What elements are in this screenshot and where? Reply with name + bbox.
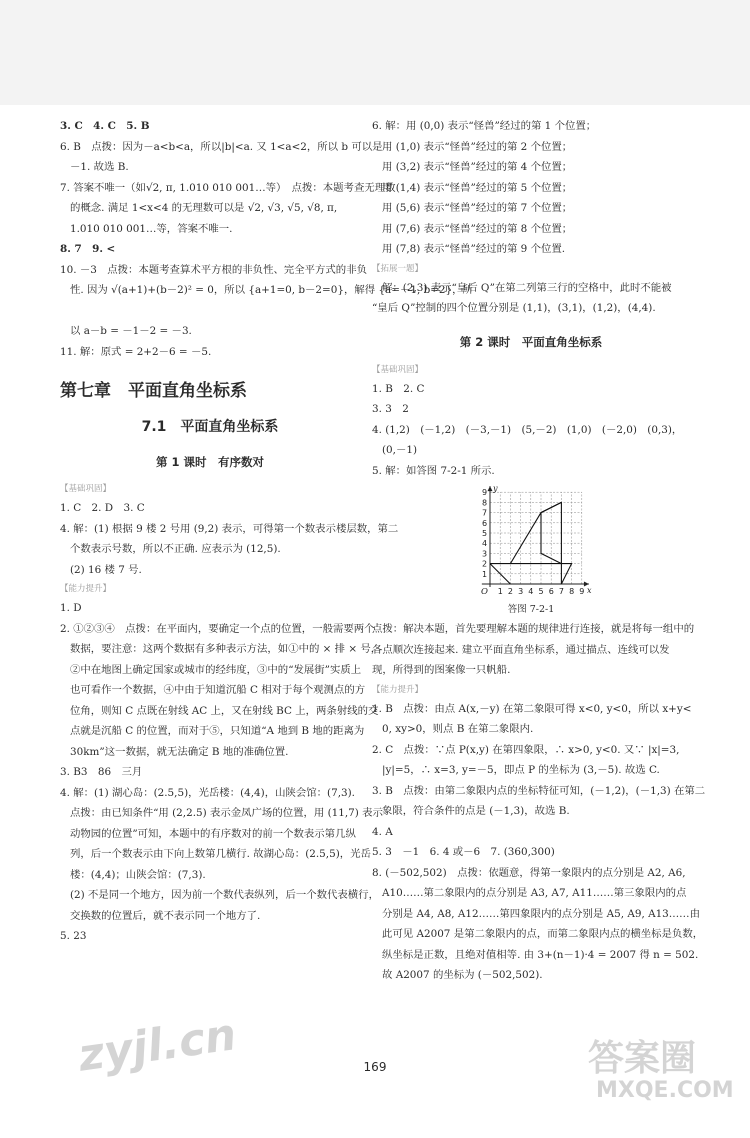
x-axis-label: x — [586, 586, 592, 595]
answer-line: 的概念. 满足 1<x<4 的无理数可以是 √2, √3, √5, √8, π, — [70, 202, 338, 214]
page-number: 169 — [363, 1060, 387, 1074]
y-tick-label: 1 — [482, 569, 488, 579]
y-tick-label: 8 — [482, 498, 488, 508]
answer-line: 用 (5,6) 表示“怪兽”经过的第 7 个位置； — [382, 202, 573, 214]
answer-line: 点就是沉船 C 的位置，而对于⑤，只知道“A 地到 B 地的距离为 — [70, 725, 365, 737]
y-tick-label: 6 — [482, 518, 488, 528]
answer-line: 点拨：解决本题，首先要理解本题的规律进行连接，就是将每一组中的 — [372, 623, 695, 635]
answer-line: 动物园的位置”可知，本题中的有序数对的前一个数表示第几纵 — [70, 827, 356, 840]
answer-line: 5. 3 －1 6. 4 或－6 7. (360,300) — [372, 846, 555, 858]
x-tick-label: 1 — [497, 587, 503, 596]
watermark-left: zyjl.cn — [75, 1009, 240, 1082]
answer-line: “皇后 Q”控制的四个位置分别是 (1,1)，(3,1)，(1,2)，(4,4). — [372, 302, 656, 314]
answer-line: A10……第二象限内的点分别是 A3, A7, A11……第三象限内的点 — [382, 887, 687, 899]
section-tag-ability-2: 【能力提升】 — [372, 684, 424, 695]
answer-line: 4. 解：(1) 根据 9 楼 2 号用 (9,2) 表示，可得第一个数表示楼层数，第二 — [60, 522, 399, 535]
section-tag-extra: 【拓展一题】 — [372, 263, 424, 274]
section-tag-basic-2: 【基础巩固】 — [372, 364, 424, 375]
answer-line: 位角，则知 C 点既在射线 AC 上，又在射线 BC 上，两条射线的交 — [70, 704, 379, 717]
answer-line: 1. C 2. D 3. C — [60, 502, 145, 514]
answer-line: 解：(2,3) 表示“皇后 Q”在第二列第三行的空格中，此时不能被 — [382, 281, 672, 294]
x-tick-label: 8 — [569, 587, 575, 596]
right-column — [372, 116, 706, 986]
answer-line: 5. 23 — [60, 930, 87, 942]
answer-line: 数据，要注意：这两个数据有多种表示方法，如①中的 × 排 × 号， — [70, 643, 382, 655]
answer-line: 1. B 点拨：由点 A(x,－y) 在第二象限可得 x<0, y<0，所以 x+y< — [372, 702, 692, 715]
x-tick-label: 4 — [528, 587, 534, 596]
answer-line: 1.010 010 001…等，答案不唯一. — [70, 222, 233, 235]
answer-line: 交换数的位置后，就不表示同一个地方了. — [70, 909, 261, 922]
answer-line: 楼：(4,4)；山陕会馆：(7,3). — [70, 868, 206, 881]
coordinate-figure — [372, 481, 690, 601]
x-tick-label: 6 — [548, 587, 554, 596]
answer-line: |y|=5，∴ x=3, y=－5，即点 P 的坐标为 (3,－5). 故选 C. — [382, 764, 660, 776]
y-tick-label: 7 — [482, 508, 488, 518]
answer-line: 30km”这一数据，就无法确定 B 地的准确位置. — [70, 745, 289, 758]
answer-line: 6. 解：用 (0,0) 表示“怪兽”经过的第 1 个位置； — [372, 120, 597, 132]
answer-line: (2) 16 楼 7 号. — [70, 563, 142, 576]
answer-line: 分别是 A4, A8, A12……第四象限内的点分别是 A5, A9, A13……由 — [382, 907, 700, 920]
x-tick-label: 3 — [518, 587, 524, 596]
answer-line — [60, 301, 360, 322]
figure-caption: 答图 7-2-1 — [507, 604, 555, 615]
answer-line: 10. －3 点拨：本题考查算术平方根的非负性、完全平方式的非负 — [60, 263, 367, 276]
answer-line: 3. B 点拨：由第二象限内点的坐标特征可知，(－1,2)，(－1,3) 在第二 — [372, 784, 706, 797]
coordinate-grid-svg — [372, 481, 690, 601]
answer-line: (0,－1) — [382, 444, 418, 456]
answer-line: 用 (1,4) 表示“怪兽”经过的第 5 个位置； — [382, 181, 573, 194]
y-tick-label: 2 — [482, 559, 488, 569]
origin-label: O — [481, 587, 488, 597]
answer-line: 用 (1,0) 表示“怪兽”经过的第 2 个位置； — [382, 140, 573, 153]
lesson-title: 第 1 课时 有序数对 — [155, 455, 264, 469]
answer-line: 个数表示号数，所以不正确. 应表示为 (12,5). — [70, 543, 281, 555]
x-tick-label: 5 — [538, 587, 544, 596]
scan-header-band — [0, 0, 750, 105]
answer-line: 5. 解：如答图 7-2-1 所示. — [372, 464, 495, 477]
answer-line: 各点顺次连接起来. 建立平面直角坐标系，通过描点、连线可以发 — [372, 643, 670, 656]
answer-line: 0, xy>0，则点 B 在第二象限内. — [382, 723, 534, 735]
answer-line: 用 (7,6) 表示“怪兽”经过的第 8 个位置； — [382, 222, 573, 235]
answer-line: －1. 故选 B. — [70, 161, 129, 173]
answer-line: 2. ①②③④ 点拨：在平面内，要确定一个点的位置，一般需要两个 — [60, 622, 375, 635]
section-title: 7.1 平面直角坐标系 — [141, 419, 279, 435]
answer-line: 以 a－b = －1－2 = －3. — [70, 325, 192, 337]
section-tag-ability: 【能力提升】 — [60, 584, 112, 594]
answer-line: 现，所得到的图案像一只帆船. — [372, 664, 511, 676]
answer-line: 性. 因为 √(a+1)+(b－2)² = 0，所以 {a+1=0, b－2=0}，解得 {a=－1, b=2}，所 — [70, 284, 473, 296]
y-tick-label: 3 — [482, 549, 488, 559]
answer-line: 用 (7,8) 表示“怪兽”经过的第 9 个位置. — [382, 243, 566, 255]
answer-line: 3. 3 2 — [372, 403, 409, 415]
answer-line: 3. C 4. C 5. B — [60, 120, 150, 132]
answer-line: 纵坐标是正数，且绝对值相等. 由 3+(n－1)·4 = 2007 得 n = 502. — [382, 948, 699, 961]
answer-line: 11. 解：原式 = 2+2－6 = －5. — [60, 345, 212, 358]
answer-line: 4. A — [372, 825, 393, 838]
x-tick-label: 7 — [558, 587, 564, 596]
answer-line: 用 (3,2) 表示“怪兽”经过的第 4 个位置； — [382, 161, 573, 173]
y-tick-label: 9 — [482, 488, 488, 498]
answer-line: ②中在地图上确定国家或城市的经纬度，③中的“发展街”实质上 — [70, 663, 362, 676]
answer-line: 8. 7 9. < — [60, 243, 116, 255]
answer-line: 8. (－502,502) 点拨：依题意，得第一象限内的点分别是 A2, A6, — [372, 866, 686, 879]
section-tag-basic: 【基础巩固】 — [60, 484, 112, 494]
lesson-title-2: 第 2 课时 平面直角坐标系 — [459, 334, 603, 349]
watermark-right-url: MXQE.COM — [596, 1078, 734, 1103]
y-tick-label: 5 — [482, 529, 488, 538]
answer-line: 6. B 点拨：因为－a<b<a，所以|b|<a. 又 1<a<2，所以 b 可以是 — [60, 140, 383, 153]
answer-line: 2. C 点拨：∵点 P(x,y) 在第四象限，∴ x>0, y<0. 又∵ |x|=3, — [372, 743, 680, 756]
x-tick-label: 2 — [507, 587, 513, 596]
y-axis-label: y — [493, 484, 498, 494]
answer-line: 也可看作一个数据，④中由于知道沉船 C 相对于每个观测点的方 — [70, 684, 366, 696]
answer-line: 4. 解：(1) 湖心岛：(2.5,5)，光岳楼：(4,4)，山陕会馆：(7,3). — [60, 786, 355, 799]
chapter-title: 第七章 平面直角坐标系 — [60, 381, 247, 401]
answer-line: 故 A2007 的坐标为 (－502,502). — [382, 969, 543, 981]
answer-line: 4. (1,2) (－1,2) (－3,－1) (5,－2) (1,0) (－2,0) (0,3)， — [372, 423, 683, 436]
answer-line: 7. 答案不唯一（如√2, π, 1.010 010 001…等） 点拨：本题考查无理数 — [60, 181, 396, 194]
answer-line: 象限，符合条件的点是 (－1,3)，故选 B. — [382, 805, 570, 817]
answer-line: 3. B3 86 三月 — [60, 766, 143, 778]
answer-line: 1. D — [60, 602, 82, 614]
watermark-right: 答案圈 — [588, 1038, 697, 1079]
y-axis-arrow — [488, 486, 493, 491]
y-tick-label: 4 — [482, 539, 488, 549]
answer-line: 1. B 2. C — [372, 382, 425, 395]
answer-line: (2) 不是同一个地方，因为前一个数代表纵列，后一个数代表横行， — [70, 889, 379, 901]
answer-line: 点拨：由已知条件“用 (2,2.5) 表示金凤广场的位置，用 (11,7) 表示 — [70, 807, 383, 819]
answer-line: 列，后一个数表示由下向上数第几横行. 故湖心岛：(2.5,5)，光岳 — [70, 848, 371, 860]
x-tick-label: 9 — [579, 587, 585, 596]
answer-line: 此可见 A2007 是第二象限内的点，而第二象限内点的横坐标是负数， — [382, 928, 704, 940]
